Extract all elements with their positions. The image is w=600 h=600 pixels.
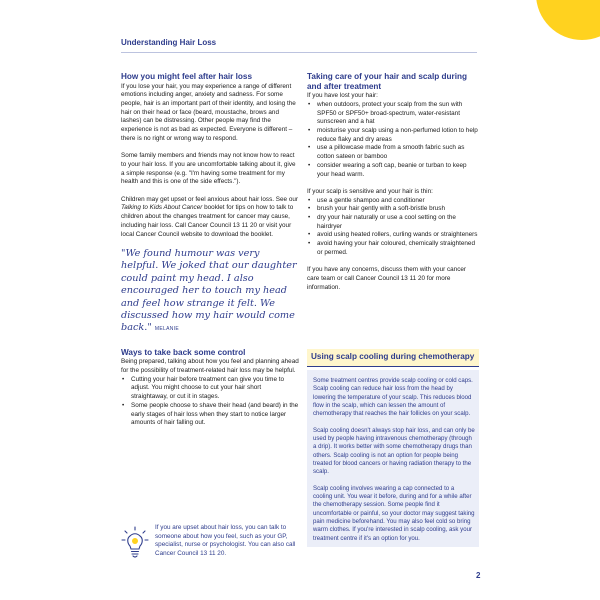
running-header: Understanding Hair Loss: [121, 38, 217, 47]
feel-paragraph-3: [121, 196, 299, 240]
list-item: • use a pillowcase made from a smooth fabric such as cotton sateen or bamboo: [317, 144, 479, 161]
list-item: • consider wearing a soft cap, beanie or turban to keep your head warm.: [317, 162, 479, 179]
header-divider: [121, 52, 477, 53]
page-number: 2: [476, 571, 481, 580]
right-column: [307, 72, 479, 301]
feel-p3-end: booklet for tips on how to talk to children about the changes treatment for cancer may cause, including hair loss. Call Cancer Council 13 11 20 or visit your local Cancer Council website to download the booklet.: [121, 204, 294, 238]
scalp-cooling-box: [307, 349, 479, 547]
care-lost-intro: If you have lost your hair:: [307, 92, 378, 100]
list-item: • Cutting your hair before treatment can give you time to adjust. You might choose to cut your hair short straightaway, or cut it in stages.: [131, 376, 299, 402]
care-thin-list: [307, 197, 479, 258]
list-item: • avoid using heated rollers, curling wands or straighteners: [317, 231, 479, 240]
quote-attribution: MELANIE: [154, 326, 179, 333]
feel-paragraph-2: Some family members and friends may not know how to react to your hair loss. If you are uncomfortable talking about it, give a simple response (e.g. "I'm having some treatment for my health and this is one of the side effects.").: [121, 152, 296, 186]
cooling-paragraph-2: Scalp cooling doesn't always stop hair loss, and can only be used by people having intravenous chemotherapy (through a drip). It works better with some chemotherapy drugs than others. Scalp cooling is not an option for people being treated for blood cancers or having radiation therapy to the scalp.: [313, 426, 475, 476]
quote-text: "We found humour was very helpful. We joked that our daughter could paint my head. I also encouraged her to touch my head and feel how strange it felt. We discussed how my hair would come back.": [121, 247, 297, 334]
list-item: • avoid having your hair coloured, chemically straightened or permed.: [317, 240, 479, 257]
ways-intro: Being prepared, talking about how you feel and planning ahead for the possibility of treatment-related hair loss may be helpful.: [121, 358, 299, 375]
care-concerns: If you have any concerns, discuss them with your cancer care team or call Cancer Council 13 11 20 for more information.: [307, 266, 467, 291]
left-column: [121, 72, 299, 437]
cooling-heading: Using scalp cooling during chemotherapy: [307, 349, 479, 367]
patient-quote: [121, 248, 299, 336]
cooling-paragraph-3: Scalp cooling involves wearing a cap connected to a cooling unit. You wear it before, during and for a while after the chemotherapy session. Some people find it uncomfortable or painful, so your doctor may suggest taking pain medicine beforehand. You may also feel cold so bring warm clothes. If you're interested in scalp cooling, ask your treatment centre if it's an option for you.: [313, 484, 475, 542]
list-item: • Some people choose to shave their head (and beard) in the early stages of hair loss when they start to notice larger amounts of hair falling out.: [131, 402, 299, 428]
feel-heading: How you might feel after hair loss: [121, 72, 253, 81]
care-heading: Taking care of your hair and scalp during and after treatment: [307, 72, 467, 91]
cooling-body: [307, 370, 479, 547]
ways-heading: Ways to take back some control: [121, 347, 246, 357]
feel-paragraph-1: If you lose your hair, you may experience a range of different emotions including anger, anxiety and sadness. For some people, hair is an important part of their identity, and losing the hair on their head or face (beard, moustache, brows and lashes) can be distressing. Other people may find the experience is not as bad as expected. Everyone is different – there is no right or wrong way to respond.: [121, 82, 296, 142]
list-item: • when outdoors, protect your scalp from the sun with SPF50 or SPF50+ broad-spectrum, water-resistant sunscreen and a hat: [317, 101, 479, 127]
list-item: • dry your hair naturally or use a cool setting on the hairdryer: [317, 214, 479, 231]
decorative-yellow-circle: [536, 0, 600, 40]
callout-text: If you are upset about hair loss, you can talk to someone about how you feel, such as your GP, specialist, nurse or psychologist. You can also call Cancer Council 13 11 20.: [155, 524, 296, 558]
ways-list: [121, 376, 299, 428]
care-thin-intro: If your scalp is sensitive and your hair is thin:: [307, 187, 433, 195]
list-item: • use a gentle shampoo and conditioner: [317, 197, 479, 206]
tip-callout: [121, 524, 299, 560]
list-item: • brush your hair gently with a soft-bristle brush: [317, 205, 479, 214]
booklet-title: Talking to Kids About Cancer: [121, 204, 203, 212]
lightbulb-icon: [121, 526, 149, 560]
cooling-paragraph-1: Some treatment centres provide scalp cooling or cold caps. Scalp cooling can reduce hair loss from the head by lowering the temperature of your scalp. This reduces blood flow in the scalp, which can lessen the amount of chemotherapy that reaches the hair follicles on your scalp.: [313, 377, 473, 418]
list-item: • moisturise your scalp using a non-perfumed lotion to help reduce flaky and dry areas: [317, 127, 479, 144]
feel-p3-start: Children may get upset or feel anxious about hair loss. See our: [121, 195, 299, 203]
care-lost-list: [307, 101, 479, 179]
